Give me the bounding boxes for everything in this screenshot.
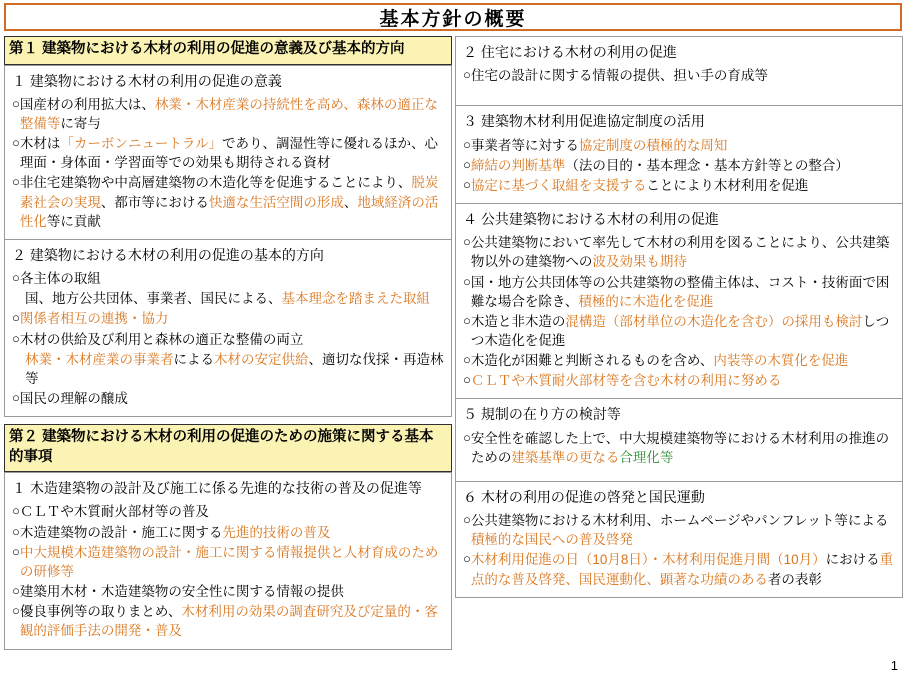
- list-item: ○ 締結の判断基準（法の目的・基本理念・基本方針等との整合）: [463, 156, 849, 173]
- right-block-5-title: ６ 木材の利用の促進の啓発と国民運動: [463, 488, 705, 505]
- circle-bullet-icon: ○: [463, 176, 471, 192]
- circle-bullet-icon: ○: [463, 67, 471, 83]
- circle-bullet-icon: ○: [463, 136, 471, 152]
- circle-bullet-icon: ○: [12, 603, 20, 619]
- list-item: ○ 関係者相互の連携・協力: [12, 310, 169, 327]
- right-block-1: [455, 36, 903, 106]
- circle-bullet-icon: ○: [12, 503, 20, 519]
- circle-bullet-icon: ○: [12, 310, 20, 326]
- circle-bullet-icon: ○: [463, 352, 471, 368]
- right-block-2: [455, 106, 903, 204]
- list-item: ○ 公共建築物において率先して木材の利用を図ることにより、公共建築物以外の建築物への波及効果も期待: [463, 234, 890, 270]
- list-item: ○ 事業者等に対する協定制度の積極的な周知: [463, 136, 728, 153]
- page-title-bar: [4, 3, 902, 31]
- circle-bullet-icon: ○: [463, 156, 471, 172]
- circle-bullet-icon: ○: [463, 312, 471, 328]
- right-block-2-title: ３ 建築物木材利用促進協定制度の活用: [463, 113, 705, 130]
- page-number: 1: [890, 658, 898, 673]
- list-item: ○ 木造化が困難と判断されるものを含め、内装等の木質化を促進: [463, 352, 849, 369]
- list-item: 国、地方公共団体、事業者、国民による、基本理念を踏まえた取組: [25, 291, 430, 307]
- right-block-4: [455, 399, 903, 482]
- list-item: ○ 木造建築物の設計・施工に関する先進的技術の普及: [12, 523, 331, 540]
- list-item: ○ 木造と非木造の混構造（部材単位の木造化を含む）の採用も検討しつつ木造化を促進: [463, 312, 890, 348]
- circle-bullet-icon: ○: [463, 551, 471, 567]
- circle-bullet-icon: ○: [463, 273, 471, 289]
- circle-bullet-icon: ○: [12, 330, 20, 346]
- list-item: ○ 公共建築物における木材利用、ホームページやパンフレット等による積極的な国民への普及啓発: [463, 512, 889, 548]
- list-item: ○ 建築用木材・木造建築物の安全性に関する情報の提供: [12, 583, 344, 600]
- circle-bullet-icon: ○: [12, 583, 20, 599]
- page-title: 基本方針の概要: [379, 8, 527, 30]
- left-block-3-title: １ 木造建築物の設計及び施工に係る先進的な技術の普及の促進等: [12, 480, 422, 497]
- section-header-2: 第２ 建築物における木材の利用の促進のための施策に関する基本的事項: [4, 424, 452, 472]
- circle-bullet-icon: ○: [12, 174, 20, 190]
- right-block-3: [455, 204, 903, 399]
- list-item: ○ 木材の供給及び利用と森林の適正な整備の両立: [12, 330, 304, 347]
- list-item: ○ 国産材の利用拡大は、林業・木材産業の持続性を高め、森林の適正な整備等に寄与: [12, 95, 438, 131]
- list-item: ○ 各主体の取組: [12, 270, 101, 287]
- left-block-3: [4, 472, 452, 649]
- list-item: ○ 住宅の設計に関する情報の提供、担い手の育成等: [463, 67, 768, 84]
- left-block-2-title: ２ 建築物における木材の利用の促進の基本的方向: [12, 246, 324, 263]
- list-item: ○ 協定に基づく取組を支援することにより木材利用を促進: [463, 176, 809, 193]
- right-block-1-title: ２ 住宅における木材の利用の促進: [463, 44, 677, 60]
- left-column: [4, 36, 452, 650]
- circle-bullet-icon: ○: [12, 135, 20, 151]
- list-item: ○ 優良事例等の取りまとめ、木材利用の効果の調査研究及び定量的・客観的評価手法の開発・普及: [12, 603, 438, 639]
- list-item: ○ ＣＬＴや木質耐火部材等の普及: [12, 503, 209, 520]
- list-item: ○ 安全性を確認した上で、中大規模建築物等における木材利用の推進のための建築基準の更なる合理化等: [463, 429, 890, 465]
- circle-bullet-icon: ○: [463, 512, 471, 528]
- left-block-1: [4, 65, 452, 240]
- list-item: ○ 国民の理解の醸成: [12, 389, 128, 406]
- circle-bullet-icon: ○: [12, 543, 20, 559]
- circle-bullet-icon: ○: [463, 234, 471, 250]
- list-item: ○ 木材は「カーボンニュートラル」であり、調湿性等に優れるほか、心理面・身体面・学習面等での効果も期待される資材: [12, 135, 438, 171]
- left-block-1-title: １ 建築物における木材の利用の促進の意義: [12, 72, 282, 89]
- circle-bullet-icon: ○: [463, 429, 471, 445]
- circle-bullet-icon: ○: [12, 270, 20, 286]
- right-block-5: [455, 482, 903, 598]
- list-item: 林業・木材産業の事業者による木材の安定供給、適切な伐採・再造林等: [25, 351, 444, 386]
- circle-bullet-icon: ○: [463, 372, 471, 388]
- list-item: ○ 国・地方公共団体等の公共建築物の整備主体は、コスト・技術面で困難な場合を除き、積極的に木造化を促進: [463, 273, 890, 309]
- list-item: ○ 中大規模木造建築物の設計・施工に関する情報提供と人材育成のための研修等: [12, 543, 439, 579]
- circle-bullet-icon: ○: [12, 95, 20, 111]
- section-header-1: 第１ 建築物における木材の利用の促進の意義及び基本的方向: [4, 36, 452, 65]
- list-item: ○ 木材利用促進の日（10月8日）・木材利用促進月間（10月）における重点的な普及啓発、国民運動化、顕著な功績のある者の表彰: [463, 551, 894, 587]
- right-block-3-title: ４ 公共建築物における木材の利用の促進: [463, 211, 719, 227]
- right-block-4-title: ５ 規制の在り方の検討等: [463, 406, 621, 423]
- list-item: ○ 非住宅建築物や中高層建築物の木造化等を促進することにより、脱炭素社会の実現、都市等における快適な生活空間の形成、地域経済の活性化等に貢献: [12, 174, 439, 229]
- list-item: ○ ＣＬＴや木質耐火部材等を含む木材の利用に努める: [463, 372, 782, 389]
- right-column: [455, 36, 903, 598]
- left-block-2: [4, 240, 452, 417]
- circle-bullet-icon: ○: [12, 523, 20, 539]
- circle-bullet-icon: ○: [12, 389, 20, 405]
